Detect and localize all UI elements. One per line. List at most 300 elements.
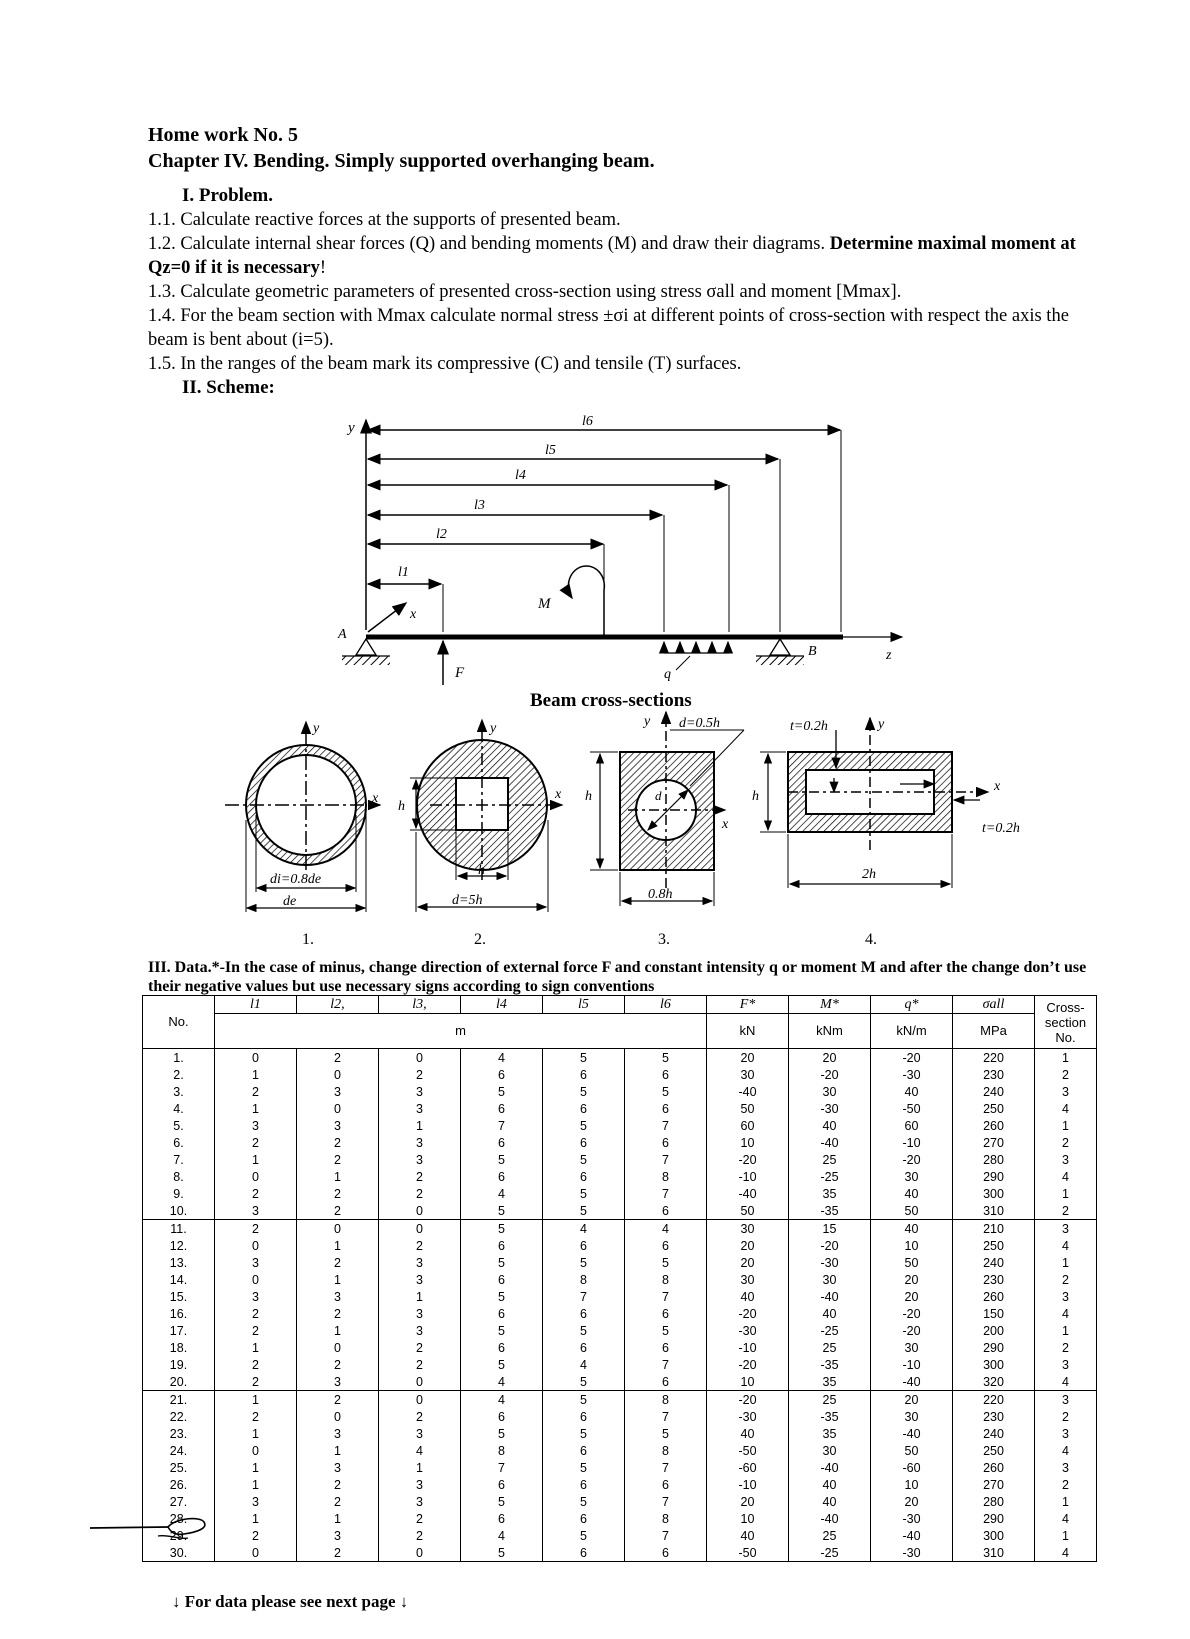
table-cell: 7 (625, 1493, 707, 1510)
section-4-number: 4. (865, 931, 877, 948)
table-cell: 10 (871, 1237, 953, 1254)
table-cell: -35 (789, 1202, 871, 1220)
table-cell: 5 (543, 1083, 625, 1100)
table-cell: 2 (215, 1356, 297, 1373)
title-chapter: Chapter IV. Bending. Simply supported overhanging beam. (148, 150, 655, 172)
section-2-d-label: d=5h (452, 893, 483, 908)
table-cell: 10 (707, 1373, 789, 1391)
table-cell: 6 (543, 1339, 625, 1356)
table-cell: 220 (953, 1049, 1035, 1067)
table-cell: 6 (461, 1100, 543, 1117)
table-cell: 0 (215, 1271, 297, 1288)
table-cell: 40 (789, 1493, 871, 1510)
table-cell: 1 (215, 1066, 297, 1083)
table-cell: 2 (379, 1408, 461, 1425)
table-cell: -30 (871, 1544, 953, 1562)
table-cell: 2 (379, 1339, 461, 1356)
section-1-x-label: x (372, 791, 379, 806)
table-cell: 6 (543, 1168, 625, 1185)
table-cell: 40 (871, 1220, 953, 1238)
problem-1-3: 1.3. Calculate geometric parameters of presented cross-section using stress σall and moment [Mmax]. (148, 282, 902, 302)
problem-1-2 (148, 232, 1108, 280)
table-cell: 7 (625, 1117, 707, 1134)
table-cell: 50 (707, 1100, 789, 1117)
table-cell: -50 (871, 1100, 953, 1117)
table-cell: 6 (625, 1134, 707, 1151)
table-cell: 1 (297, 1322, 379, 1339)
table-cell: 150 (953, 1305, 1035, 1322)
row-number-cell: 16. (143, 1305, 215, 1322)
table-cell: 4 (1035, 1510, 1097, 1527)
table-cell: 1 (1035, 1322, 1097, 1339)
table-cell: 4 (1035, 1373, 1097, 1391)
table-cell: 3 (379, 1083, 461, 1100)
table-cell: 3 (215, 1288, 297, 1305)
table-cell: 5 (543, 1493, 625, 1510)
table-cell: 6 (461, 1408, 543, 1425)
table-cell: 5 (461, 1322, 543, 1339)
dim-l6-label: l6 (582, 414, 593, 429)
table-cell: 290 (953, 1339, 1035, 1356)
table-cell: 240 (953, 1425, 1035, 1442)
table-cell: 2 (297, 1493, 379, 1510)
table-cell: 3 (297, 1373, 379, 1391)
table-cell: -20 (871, 1305, 953, 1322)
table-cell: 2 (379, 1527, 461, 1544)
row-number-cell: 11. (143, 1220, 215, 1238)
table-cell: 1 (297, 1237, 379, 1254)
table-cell: -25 (789, 1168, 871, 1185)
table-cell: -40 (789, 1510, 871, 1527)
table-cell: 2 (1035, 1476, 1097, 1493)
table-cell: 2 (379, 1356, 461, 1373)
table-cell: 7 (461, 1117, 543, 1134)
unit-m: m (215, 1014, 707, 1049)
table-row (143, 1271, 1097, 1288)
header-f: F* (707, 996, 789, 1014)
table-cell: 260 (953, 1288, 1035, 1305)
section-4-hollow-rectangle (760, 718, 988, 888)
table-cell: 0 (297, 1100, 379, 1117)
table-cell: -50 (707, 1544, 789, 1562)
table-cell: 6 (543, 1100, 625, 1117)
table-cell: -20 (707, 1391, 789, 1409)
table-cell: 290 (953, 1168, 1035, 1185)
table-cell: 6 (543, 1066, 625, 1083)
table-cell: 290 (953, 1510, 1035, 1527)
table-cell: -40 (871, 1527, 953, 1544)
table-cell: 6 (543, 1476, 625, 1493)
table-cell: -20 (707, 1151, 789, 1168)
table-row (143, 1220, 1097, 1238)
table-cell: 7 (543, 1288, 625, 1305)
table-cell: 6 (461, 1510, 543, 1527)
table-cell: 3 (1035, 1151, 1097, 1168)
support-b-label: B (808, 644, 817, 659)
table-cell: 230 (953, 1066, 1035, 1083)
table-cell: 4 (543, 1356, 625, 1373)
header-cross-section: Cross-section No. (1035, 996, 1097, 1049)
title-homework: Home work No. 5 (148, 124, 298, 146)
table-row (143, 1442, 1097, 1459)
table-cell: 240 (953, 1254, 1035, 1271)
header-l3: l3, (379, 996, 461, 1014)
scheme-heading: II. Scheme: (182, 377, 275, 398)
table-cell: -10 (707, 1339, 789, 1356)
section-2-h-label: h (398, 799, 405, 814)
table-row (143, 1049, 1097, 1067)
table-cell: 2 (215, 1134, 297, 1151)
table-cell: 3 (379, 1305, 461, 1322)
table-cell: 5 (461, 1493, 543, 1510)
table-cell: 60 (707, 1117, 789, 1134)
table-cell: 0 (379, 1220, 461, 1238)
table-cell: 5 (461, 1356, 543, 1373)
table-cell: 6 (461, 1271, 543, 1288)
table-row (143, 1339, 1097, 1356)
row-number-cell: 7. (143, 1151, 215, 1168)
section-3-h-label: h (585, 789, 592, 804)
table-cell: 1 (1035, 1185, 1097, 1202)
table-cell: -10 (707, 1476, 789, 1493)
table-cell: 6 (461, 1066, 543, 1083)
table-cell: 0 (379, 1391, 461, 1409)
table-cell: 4 (379, 1442, 461, 1459)
unit-knm-per-m: kN/m (871, 1014, 953, 1049)
dim-l3-label: l3 (474, 498, 485, 513)
row-number-cell: 21. (143, 1391, 215, 1409)
section-4-t1-label: t=0.2h (790, 719, 828, 734)
table-cell: 2 (297, 1134, 379, 1151)
table-cell: 20 (707, 1237, 789, 1254)
row-number-cell: 4. (143, 1100, 215, 1117)
table-cell: 1 (297, 1168, 379, 1185)
row-number-cell: 1. (143, 1049, 215, 1067)
row-number-cell: 6. (143, 1134, 215, 1151)
table-cell: -10 (871, 1134, 953, 1151)
table-cell: 1 (379, 1117, 461, 1134)
section-2-circle-square-hole (410, 720, 562, 912)
table-row (143, 1168, 1097, 1185)
table-cell: 6 (543, 1408, 625, 1425)
table-cell: 0 (379, 1373, 461, 1391)
table-cell: 2 (215, 1322, 297, 1339)
support-b (770, 639, 790, 655)
problem-1-5: 1.5. In the ranges of the beam mark its compressive (C) and tensile (T) surfaces. (148, 354, 742, 374)
table-cell: 2 (297, 1202, 379, 1220)
section-1-de-label: de (283, 894, 297, 909)
table-cell: 1 (297, 1271, 379, 1288)
table-cell: 2 (297, 1356, 379, 1373)
table-cell: 20 (707, 1493, 789, 1510)
table-cell: 2 (379, 1066, 461, 1083)
table-cell: 2 (297, 1049, 379, 1067)
table-cell: 7 (625, 1527, 707, 1544)
section-2-number: 2. (474, 931, 486, 948)
table-cell: 6 (543, 1305, 625, 1322)
table-cell: 30 (707, 1271, 789, 1288)
table-cell: 8 (543, 1271, 625, 1288)
distributed-load-q (664, 642, 729, 670)
table-cell: 3 (1035, 1459, 1097, 1476)
table-cell: 8 (625, 1442, 707, 1459)
row-number-cell: 19. (143, 1356, 215, 1373)
table-row (143, 1408, 1097, 1425)
table-cell: 3 (379, 1100, 461, 1117)
table-cell: 40 (707, 1425, 789, 1442)
load-q-label: q (664, 667, 671, 682)
table-cell: 250 (953, 1100, 1035, 1117)
support-a-ground (342, 656, 390, 665)
table-row (143, 1066, 1097, 1083)
table-cell: 5 (461, 1220, 543, 1238)
table-cell: 3 (1035, 1356, 1097, 1373)
table-cell: 35 (789, 1185, 871, 1202)
section-1-y-label: y (313, 721, 320, 736)
table-cell: 1 (215, 1510, 297, 1527)
table-cell: 2 (215, 1527, 297, 1544)
table-row (143, 1322, 1097, 1339)
table-cell: 40 (871, 1083, 953, 1100)
section-3-square-circle-hole (590, 712, 744, 906)
table-cell: -20 (707, 1305, 789, 1322)
table-cell: -40 (789, 1459, 871, 1476)
table-cell: 2 (1035, 1134, 1097, 1151)
row-number-cell: 29. (143, 1527, 215, 1544)
table-cell: 1 (1035, 1117, 1097, 1134)
section-2-x-label: x (555, 787, 562, 802)
table-cell: 5 (543, 1322, 625, 1339)
table-cell: 5 (543, 1185, 625, 1202)
table-cell: 2 (379, 1185, 461, 1202)
table-cell: 240 (953, 1083, 1035, 1100)
table-cell: 6 (625, 1373, 707, 1391)
section-3-w-label: 0.8h (648, 887, 673, 902)
table-cell: -40 (789, 1134, 871, 1151)
section-4-y-label: y (878, 717, 885, 732)
table-cell: 4 (1035, 1442, 1097, 1459)
section-1-di-label: di=0.8de (270, 872, 322, 887)
table-cell: 20 (871, 1271, 953, 1288)
table-cell: 0 (297, 1408, 379, 1425)
table-cell: 35 (789, 1425, 871, 1442)
table-cell: 6 (625, 1339, 707, 1356)
header-l6: l6 (625, 996, 707, 1014)
table-cell: 60 (871, 1117, 953, 1134)
table-cell: 230 (953, 1271, 1035, 1288)
table-cell: 1 (215, 1100, 297, 1117)
table-cell: 1 (215, 1339, 297, 1356)
table-cell: 4 (1035, 1305, 1097, 1322)
table-cell: 250 (953, 1442, 1035, 1459)
table-cell: 5 (625, 1425, 707, 1442)
row-number-cell: 24. (143, 1442, 215, 1459)
table-cell: 7 (625, 1151, 707, 1168)
table-cell: 30 (871, 1339, 953, 1356)
table-cell: 6 (543, 1237, 625, 1254)
table-cell: -40 (707, 1083, 789, 1100)
table-row (143, 1254, 1097, 1271)
table-cell: 0 (297, 1339, 379, 1356)
table-cell: 4 (1035, 1100, 1097, 1117)
table-cell: 4 (461, 1391, 543, 1409)
row-number-cell: 27. (143, 1493, 215, 1510)
table-cell: 2 (215, 1408, 297, 1425)
table-cell: 6 (461, 1237, 543, 1254)
table-cell: -30 (707, 1322, 789, 1339)
table-cell: 6 (625, 1476, 707, 1493)
table-cell: 2 (379, 1237, 461, 1254)
table-cell: 1 (215, 1476, 297, 1493)
table-cell: 4 (625, 1220, 707, 1238)
table-cell: 5 (543, 1425, 625, 1442)
table-cell: 5 (543, 1254, 625, 1271)
row-number-cell: 28. (143, 1510, 215, 1527)
table-cell: 25 (789, 1527, 871, 1544)
table-cell: 25 (789, 1151, 871, 1168)
table-cell: 5 (461, 1202, 543, 1220)
header-l5: l5 (543, 996, 625, 1014)
table-cell: 0 (379, 1049, 461, 1067)
table-cell: 25 (789, 1391, 871, 1409)
force-f-label: F (455, 665, 465, 681)
data-title: III. Data.*-In the case of minus, change direction of external force F and constant intensity q or moment M and after the change don’t use their negative values but use necessary signs according to sign conventions (148, 959, 1087, 995)
y-axis-label: y (348, 420, 355, 436)
table-cell: 3 (1035, 1391, 1097, 1409)
table-cell: 5 (461, 1254, 543, 1271)
table-cell: 200 (953, 1322, 1035, 1339)
table-cell: -30 (871, 1066, 953, 1083)
table-cell: 20 (707, 1254, 789, 1271)
table-cell: -10 (707, 1168, 789, 1185)
section-3-dl-label: d (655, 788, 662, 803)
support-b-ground (756, 656, 804, 665)
row-number-cell: 5. (143, 1117, 215, 1134)
data-table-body (143, 1049, 1097, 1562)
problem-1-1: 1.1. Calculate reactive forces at the supports of presented beam. (148, 210, 621, 230)
table-cell: 40 (789, 1305, 871, 1322)
section-2-y-label: y (490, 721, 497, 736)
table-cell: 1 (297, 1510, 379, 1527)
table-cell: 4 (461, 1185, 543, 1202)
unit-mpa: MPa (953, 1014, 1035, 1049)
table-cell: 1 (1035, 1493, 1097, 1510)
table-cell: 4 (1035, 1544, 1097, 1562)
table-cell: 1 (379, 1288, 461, 1305)
row-number-cell: 23. (143, 1425, 215, 1442)
table-cell: 20 (871, 1391, 953, 1409)
table-cell: 8 (625, 1391, 707, 1409)
table-cell: 7 (625, 1356, 707, 1373)
row-number-cell: 25. (143, 1459, 215, 1476)
dim-l4-label: l4 (515, 468, 526, 483)
table-row (143, 1117, 1097, 1134)
table-cell: 250 (953, 1237, 1035, 1254)
table-cell: 4 (1035, 1237, 1097, 1254)
row-number-cell: 9. (143, 1185, 215, 1202)
table-row (143, 1151, 1097, 1168)
table-cell: 2 (1035, 1339, 1097, 1356)
table-cell: 1 (1035, 1527, 1097, 1544)
row-number-cell: 13. (143, 1254, 215, 1271)
table-cell: -35 (789, 1356, 871, 1373)
table-cell: 3 (215, 1254, 297, 1271)
table-cell: 5 (543, 1391, 625, 1409)
table-row (143, 1544, 1097, 1562)
table-cell: 1 (215, 1459, 297, 1476)
table-cell: 270 (953, 1134, 1035, 1151)
table-cell: 5 (543, 1049, 625, 1067)
table-cell: 5 (543, 1117, 625, 1134)
table-cell: 40 (789, 1476, 871, 1493)
table-cell: 35 (789, 1373, 871, 1391)
table-cell: 2 (379, 1168, 461, 1185)
table-cell: 30 (707, 1066, 789, 1083)
section-4-x-label: x (994, 779, 1001, 794)
table-cell: 230 (953, 1408, 1035, 1425)
table-cell: 30 (871, 1408, 953, 1425)
x-axis (368, 603, 406, 632)
table-cell: 280 (953, 1151, 1035, 1168)
table-cell: 3 (379, 1425, 461, 1442)
table-cell: 6 (461, 1339, 543, 1356)
row-number-cell: 18. (143, 1339, 215, 1356)
table-row (143, 1373, 1097, 1391)
table-cell: 5 (543, 1151, 625, 1168)
table-row (143, 1305, 1097, 1322)
table-cell: 2 (297, 1544, 379, 1562)
table-cell: -30 (789, 1100, 871, 1117)
section-3-x-label: x (722, 817, 729, 832)
row-number-cell: 14. (143, 1271, 215, 1288)
section-1-number: 1. (302, 931, 314, 948)
table-cell: -40 (789, 1288, 871, 1305)
table-cell: 5 (461, 1288, 543, 1305)
table-row (143, 1510, 1097, 1527)
sections-title: Beam cross-sections (530, 690, 692, 711)
table-cell: 8 (625, 1510, 707, 1527)
table-cell: 3 (215, 1493, 297, 1510)
table-cell: 0 (379, 1544, 461, 1562)
moment-arrow (568, 566, 604, 635)
table-cell: 6 (625, 1544, 707, 1562)
table-cell: 4 (461, 1049, 543, 1067)
table-cell: 6 (625, 1305, 707, 1322)
dim-l1-label: l1 (398, 565, 409, 580)
table-cell: 3 (297, 1288, 379, 1305)
table-cell: 8 (625, 1168, 707, 1185)
table-row (143, 1134, 1097, 1151)
table-cell: 20 (707, 1049, 789, 1067)
header-q: q* (871, 996, 953, 1014)
header-no: No. (143, 996, 215, 1049)
section-4-t2-label: t=0.2h (982, 821, 1020, 836)
table-row (143, 1202, 1097, 1220)
unit-knm: kNm (789, 1014, 871, 1049)
table-cell: 1 (215, 1425, 297, 1442)
table-cell: 7 (625, 1288, 707, 1305)
hand-drawn-arrow-mark (80, 1510, 210, 1550)
row-number-cell: 2. (143, 1066, 215, 1083)
table-cell: 25 (789, 1339, 871, 1356)
table-cell: 2 (215, 1305, 297, 1322)
table-cell: 3 (379, 1493, 461, 1510)
table-row (143, 1356, 1097, 1373)
table-cell: 2 (215, 1185, 297, 1202)
table-cell: 4 (543, 1220, 625, 1238)
table-cell: 5 (461, 1083, 543, 1100)
support-a (356, 639, 376, 655)
